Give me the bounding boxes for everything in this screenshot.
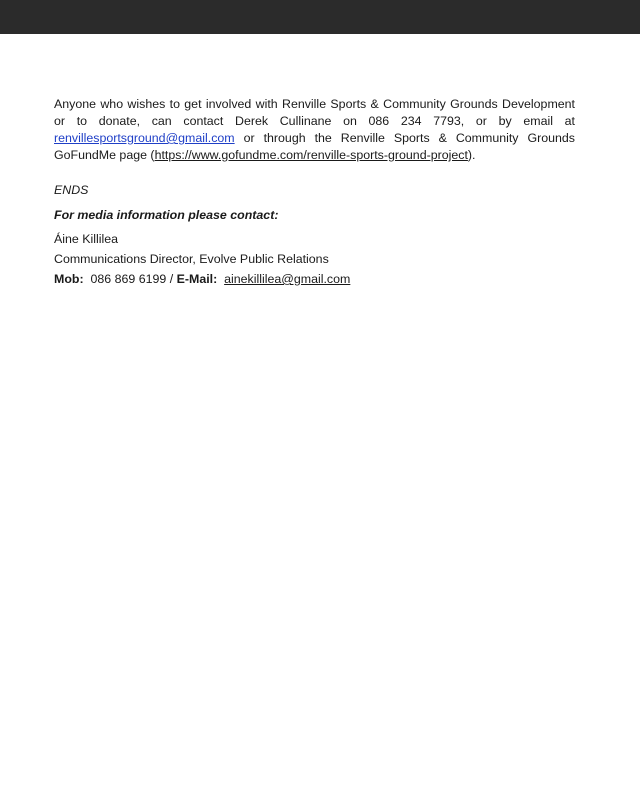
media-contact-heading: For media information please contact:	[54, 208, 279, 222]
paragraph-text-start: Anyone who wishes to get involved with Renville Sports & Community Grounds Development or to donate, can contact Derek Cullinane on 086 234 7793, or by email at	[54, 97, 575, 128]
mob-number: 086 869 6199	[90, 272, 167, 286]
ends-label: ENDS	[54, 183, 89, 197]
contact-separator: /	[166, 272, 177, 286]
contact-details-line	[54, 271, 575, 288]
document-content	[54, 96, 575, 288]
contact-name: Áine Killilea	[54, 232, 119, 246]
contact-email-link[interactable]: ainekillilea@gmail.com	[224, 272, 351, 286]
mob-label: Mob:	[54, 272, 84, 286]
document-page	[0, 34, 640, 790]
renville-email-link[interactable]: renvillesportsground@gmail.com	[54, 131, 235, 145]
paragraph-text-middle: or through the Renville Sports & Community Grounds GoFundMe page (	[54, 131, 575, 162]
window-top-bar	[0, 0, 640, 34]
gofundme-link[interactable]: https://www.gofundme.com/renville-sports-ground-project	[154, 148, 468, 162]
email-label: E-Mail:	[176, 272, 218, 286]
involvement-paragraph	[54, 96, 575, 164]
paragraph-text-end: ).	[467, 148, 476, 162]
contact-title: Communications Director, Evolve Public Relations	[54, 252, 329, 266]
